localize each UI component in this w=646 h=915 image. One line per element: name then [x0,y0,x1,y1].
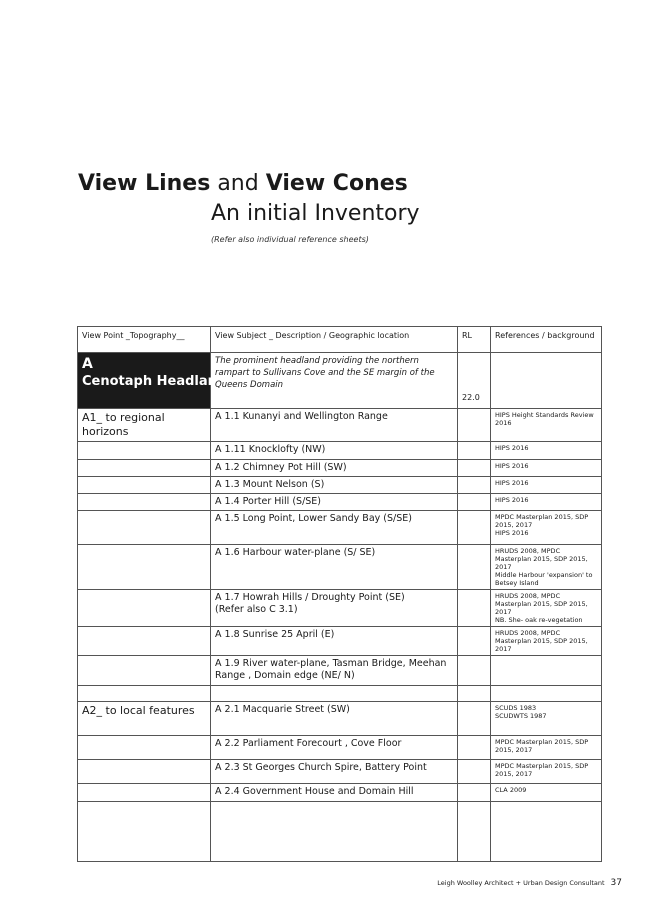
viewpoint-cell [78,460,211,477]
rl-cell [458,784,491,802]
empty-cell [211,802,458,862]
rl-cell [458,477,491,494]
table-row [78,409,602,442]
table-row [78,511,602,545]
table-row [78,590,602,627]
refs-cell: MPDC Masterplan 2015, SDP 2015, 2017 [491,736,602,760]
table-row [78,442,602,460]
subject-cell: A 1.7 Howrah Hills / Droughty Point (SE) (Refer also C 3.1) [211,590,458,627]
table-row [78,736,602,760]
refs-cell: MPDC Masterplan 2015, SDP 2015, 2017 HIPS 2016 [491,511,602,545]
page-footer [437,878,622,888]
header-rl: RL [458,327,491,353]
section-letter: A [82,356,93,372]
empty-cell [458,802,491,862]
viewpoint-cell [78,590,211,627]
table-row [78,627,602,656]
refs-cell: HIPS 2016 [491,494,602,511]
refs-cell: CLA 2009 [491,784,602,802]
viewpoint-cell [78,511,211,545]
section-a-row [78,353,602,409]
header-viewpoint: View Point _Topography__ [78,327,211,353]
viewpoint-cell [78,494,211,511]
group-a1-label: A1_ to regional horizons [78,409,211,442]
viewpoint-cell [78,545,211,590]
table-row [78,460,602,477]
header-subject: View Subject _ Description / Geographic location [211,327,458,353]
rl-cell [458,494,491,511]
page-title-line2: An initial Inventory [211,201,420,226]
rl-cell [458,760,491,784]
refs-cell: HRUDS 2008, MPDC Masterplan 2015, SDP 2015, 2017 NB. She- oak re-vegetation [491,590,602,627]
subject-cell: A 2.4 Government House and Domain Hill [211,784,458,802]
header-refs: References / background [491,327,602,353]
empty-cell [78,802,211,862]
section-name: Cenotaph Headland [82,374,227,389]
table-row [78,760,602,784]
section-a-heading [78,353,227,409]
section-rl: 22.0 [458,353,491,409]
rl-cell [458,545,491,590]
refs-cell [491,656,602,686]
refs-cell: HIPS 2016 [491,477,602,494]
subject-cell: A 1.4 Porter Hill (S/SE) [211,494,458,511]
footer-credit: Leigh Woolley Architect + Urban Design Consultant [437,879,605,887]
rl-cell [458,686,491,702]
viewpoint-cell [78,784,211,802]
viewpoint-cell [78,686,211,702]
subject-cell: A 1.2 Chimney Pot Hill (SW) [211,460,458,477]
subject-cell: A 1.6 Harbour water-plane (S/ SE) [211,545,458,590]
table-row [78,494,602,511]
page-number: 37 [610,878,622,888]
rl-cell [458,627,491,656]
rl-cell [458,511,491,545]
rl-cell [458,590,491,627]
subject-cell: A 1.8 Sunrise 25 April (E) [211,627,458,656]
inventory-table [77,326,602,862]
subject-cell: A 1.11 Knocklofty (NW) [211,442,458,460]
refs-cell: SCUDS 1983 SCUDWTS 1987 [491,702,602,736]
viewpoint-cell [78,477,211,494]
rl-cell [458,736,491,760]
subject-cell: A 2.2 Parliament Forecourt , Cove Floor [211,736,458,760]
title-view-lines: View Lines [78,171,211,196]
table-row [78,656,602,686]
subject-cell [211,686,458,702]
table-row-empty [78,802,602,862]
empty-cell [491,802,602,862]
subject-cell: A 1.1 Kunanyi and Wellington Range [211,409,458,442]
rl-cell [458,442,491,460]
viewpoint-cell [78,442,211,460]
section-description: The prominent headland providing the northern rampart to Sullivans Cove and the SE margin of the Queens Domain [211,353,458,409]
subject-cell: A 2.3 St Georges Church Spire, Battery Point [211,760,458,784]
refs-cell: HIPS 2016 [491,442,602,460]
table-row [78,545,602,590]
refs-cell: HRUDS 2008, MPDC Masterplan 2015, SDP 2015, 2017 [491,627,602,656]
table-header-row [78,327,602,353]
subject-cell: A 2.1 Macquarie Street (SW) [211,702,458,736]
subject-cell: A 1.9 River water-plane, Tasman Bridge, Meehan Range , Domain edge (NE/ N) [211,656,458,686]
subject-cell: A 1.3 Mount Nelson (S) [211,477,458,494]
refs-cell: HRUDS 2008, MPDC Masterplan 2015, SDP 2015, 2017 Middle Harbour 'expansion' to Betsey Island [491,545,602,590]
table-row [78,784,602,802]
table-row [78,686,602,702]
page-title-line1 [78,170,408,198]
viewpoint-cell [78,736,211,760]
viewpoint-cell [78,627,211,656]
refs-cell: HIPS Height Standards Review 2016 [491,409,602,442]
reference-note: (Refer also individual reference sheets) [211,235,369,244]
table-row [78,477,602,494]
rl-cell [458,460,491,477]
viewpoint-cell [78,656,211,686]
viewpoint-cell [78,760,211,784]
refs-cell: HIPS 2016 [491,460,602,477]
rl-cell [458,409,491,442]
refs-cell: MPDC Masterplan 2015, SDP 2015, 2017 [491,760,602,784]
subject-cell: A 1.5 Long Point, Lower Sandy Bay (S/SE) [211,511,458,545]
title-and: and [210,171,266,196]
table-row [78,702,602,736]
refs-cell [491,686,602,702]
group-a2-label: A2_ to local features [78,702,211,736]
section-refs [491,353,602,409]
table-body [78,409,602,862]
rl-cell [458,656,491,686]
title-view-cones: View Cones [265,171,408,196]
rl-cell [458,702,491,736]
